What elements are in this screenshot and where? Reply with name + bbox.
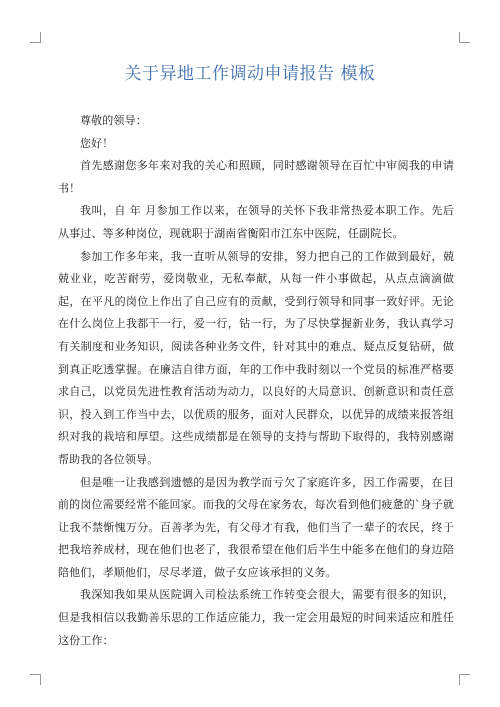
crop-mark-top-right: [459, 32, 470, 43]
body-paragraph: 我深知我如果从医院调入司检法系统工作转变会很大，需要有很多的知识，但是我相信以我勤善乐思的工作适应能力，我一定会用最短的时间来适应和胜任这份工作：: [58, 588, 454, 647]
body-paragraph: 但是唯一让我感到遗憾的是因为教学而亏欠了家庭许多，因工作需要，在目前的岗位需要经常不能回家。而我的父母在家务农，每次看到他们疲惫的`身子就让我不禁惭愧万分。百善孝为先，有父母才有我，他们当了一辈子的农民，终于把我培养成材，现在他们也老了，我很希望在他们后半生中能多在他们的身边陪陪他们，孝顺他们，尽尽孝道，做子女应该承担的义务。: [58, 475, 454, 579]
body-paragraph: 参加工作多年来，我一直听从领导的安排，努力把自己的工作做到最好，兢兢业业，吃苦耐劳，爱岗敬业，无私奉献，从每一件小事做起，从点点滴滴做起，在平凡的岗位上作出了自己应有的贡献，受到行领导和同事一致好评。无论在什么岗位上我都干一行，爱一行，钻一行，为了尽快掌握新业务，我认真学习有关制度和业务知识，阅读各种业务文件，针对其中的难点、疑点反复钻研，做到真正吃透掌握。在廉洁自律方面，年的工作中我时刻以一个党员的标准严格要求自己，以党员先进性教育活动为动力，以良好的大局意识、创新意识和责任意识，投入到工作当中去，以优质的服务，面对人民群众，以优异的成绩来报答组织对我的栽培和厚望。这些成绩都是在领导的支持与帮助下取得的，我特别感谢帮助我的各位领导。: [58, 249, 454, 466]
document-body: [58, 110, 454, 652]
salutation-line: 您好！: [80, 136, 114, 150]
crop-mark-bottom-right: [459, 674, 470, 685]
body-paragraph: 首先感谢您多年来对我的关心和照顾，同时感谢领导在百忙中审阅我的申请书！: [58, 159, 454, 195]
document-title: 关于异地工作调动申请报告 模板: [124, 64, 376, 84]
crop-mark-top-left: [30, 32, 41, 43]
greeting-line: 尊敬的领导：: [80, 114, 147, 127]
body-paragraph: 我叫，自 年 月参加工作以来，在领导的关怀下我非常热爱本职工作。先后从事过、等多种岗位，现就职于湖南省衡阳市江东中医院，任副院长。: [58, 204, 454, 240]
crop-mark-bottom-left: [30, 674, 41, 685]
